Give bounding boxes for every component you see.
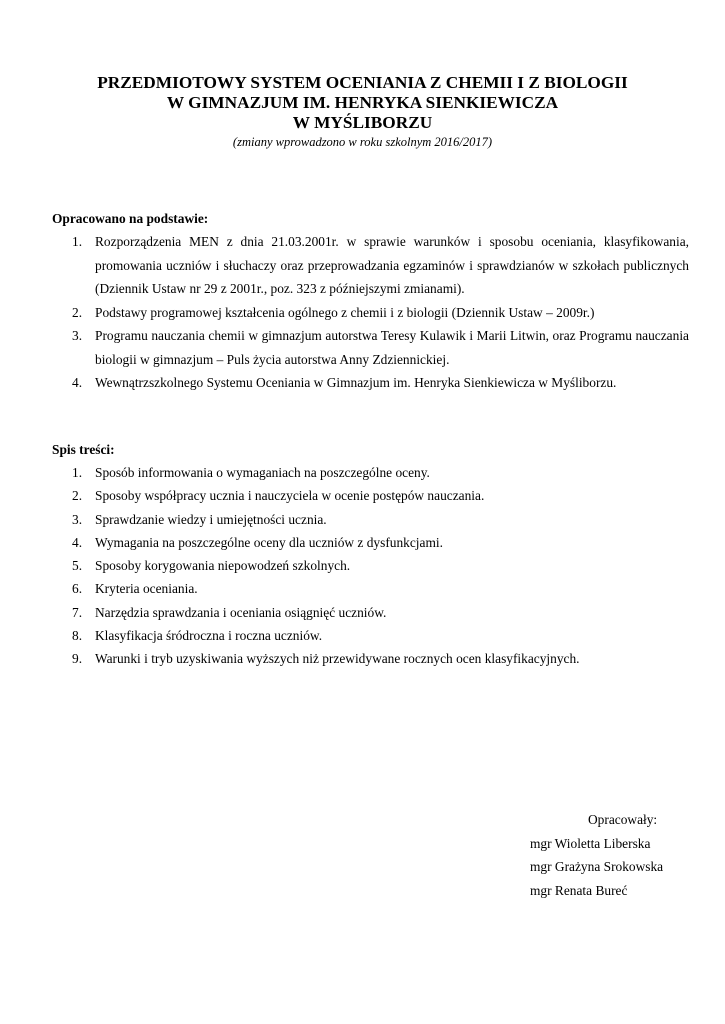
item-text: Kryteria oceniania. [95,581,198,597]
item-number: 6. [72,581,83,597]
list-item [52,371,689,395]
item-text: Rozporządzenia MEN z dnia 21.03.2001r. w sprawie warunków i sposobu oceniania, klasyfikowania, promowania uczniów i słuchaczy oraz przeprowadzania egzaminów i sprawdzianów w szkołach publicznych (Dziennik Ustaw nr 29 z 2001r., poz. 323 z późniejszymi zmianami). [95,234,689,296]
item-text: Warunki i tryb uzyskiwania wyższych niż przewidywane rocznych ocen klasyfikacyjnych. [95,651,580,666]
toc-item [52,601,689,624]
item-number: 5. [72,558,83,573]
toc-list [52,461,689,670]
toc-item [52,624,689,647]
document-subtitle: (zmiany wprowadzono w roku szkolnym 2016/2017) [232,135,493,149]
item-number: 1. [72,234,83,249]
item-number: 8. [72,627,83,643]
signature-label: Opracowały: [588,812,658,827]
toc-item [52,577,689,600]
toc-item [52,554,689,577]
item-number: 3. [72,328,83,343]
item-text: Sprawdzanie wiedzy i umiejętności ucznia. [95,511,327,527]
title-line: W MYŚLIBORZU [292,113,433,132]
toc-item [52,647,689,670]
item-number: 4. [72,375,83,390]
toc-item [52,531,689,554]
item-text: Sposoby korygowania niepowodzeń szkolnych. [95,558,351,573]
item-number: 2. [72,488,83,504]
toc-item [52,461,689,484]
item-text: Sposób informowania o wymaganiach na poszczególne oceny. [95,465,430,480]
item-text: Programu nauczania chemii w gimnazjum autorstwa Teresy Kulawik i Marii Litwin, oraz Programu nauczania biologii w gimnazjum – Puls życia autorstwa Anny Zdziennickiej. [95,328,689,367]
item-text: Wewnątrzszkolnego Systemu Oceniania w Gimnazjum im. Henryka Sienkiewicza w Myśliborzu. [95,375,617,390]
item-number: 1. [72,465,83,480]
title-line: PRZEDMIOTOWY SYSTEM OCENIANIA Z CHEMII I Z BIOLOGII [97,73,628,92]
item-number: 4. [72,534,83,550]
toc-heading: Spis treści: [52,442,115,457]
item-number: 3. [72,511,83,527]
list-item [52,230,689,301]
toc-item [52,484,689,507]
item-number: 7. [72,604,83,620]
list-item [52,301,689,325]
item-text: Wymagania na poszczególne oceny dla uczniów z dysfunkcjami. [95,534,443,550]
basis-list [52,230,689,395]
author-name: mgr Renata Bureć [530,882,628,898]
item-number: 9. [72,651,83,666]
list-item [52,324,689,371]
document-title [0,73,725,133]
item-text: Sposoby współpracy ucznia i nauczyciela w ocenie postępów nauczania. [95,488,485,504]
item-text: Klasyfikacja śródroczna i roczna uczniów. [95,627,323,643]
item-text: Narzędzia sprawdzania i oceniania osiągnięć uczniów. [95,604,387,620]
toc-item [52,508,689,531]
item-number: 2. [72,304,83,320]
signature-block [530,808,720,902]
basis-heading: Opracowano na podstawie: [52,211,209,226]
item-text: Podstawy programowej kształcenia ogólnego z chemii i z biologii (Dziennik Ustaw – 2009r.) [95,304,595,320]
author-name: mgr Grażyna Srokowska [530,859,664,874]
title-line: W GIMNAZJUM IM. HENRYKA SIENKIEWICZA [166,93,559,112]
author-name: mgr Wioletta Liberska [530,835,651,851]
